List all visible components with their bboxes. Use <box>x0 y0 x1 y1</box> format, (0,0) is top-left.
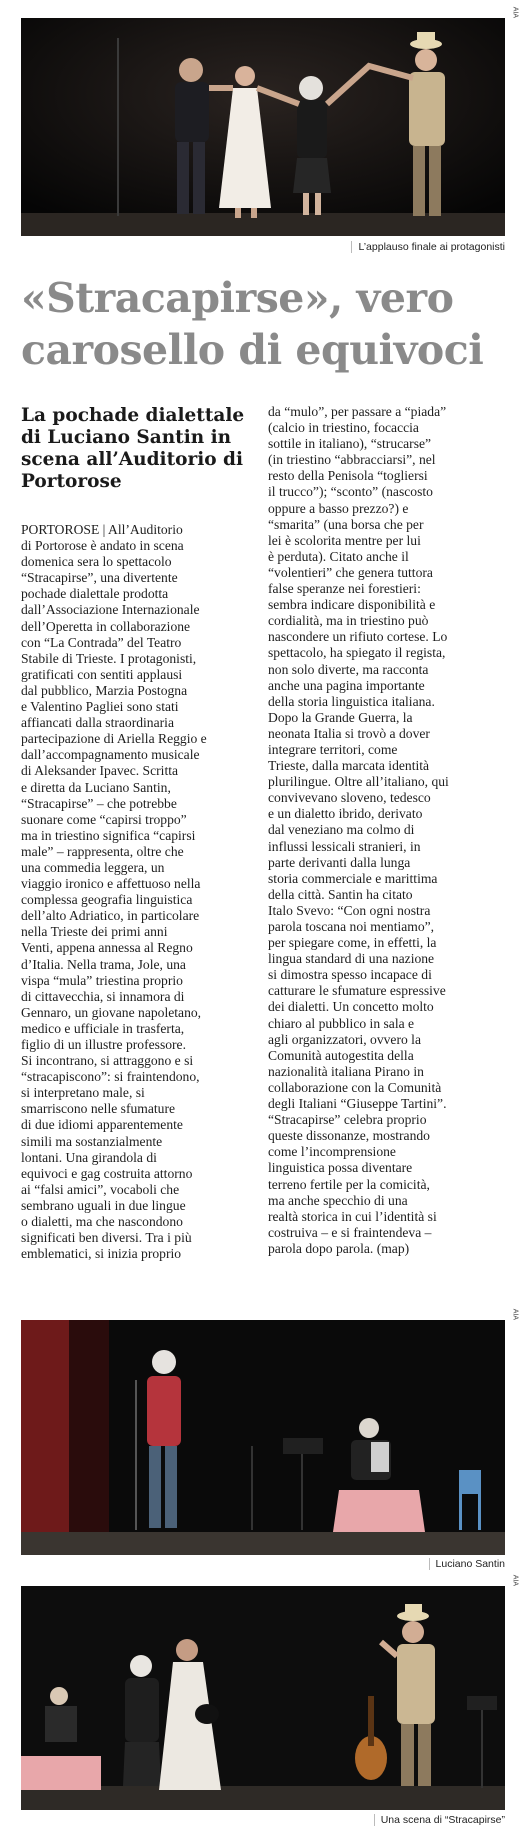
headline: «Stracapirse», vero carosello di equivoci <box>21 274 484 374</box>
photo-credit-bottom: AIA <box>511 1574 518 1586</box>
photo-luciano-santin <box>21 1320 505 1555</box>
article-body-left-column: PORTOROSE | All’Auditorio di Portorose è andato in scena domenica sera lo spettacolo “Stracapirse”, una divertente pochade dialettale prodotta dall’Associazione Internazionale dell’Operetta in collaborazione con “La Contrada” del Teatro Stabile di Trieste. I protagonisti, gratificati con sentiti applausi dal pubblico, Marzia Postogna e Valentino Pagliei sono stati affiancati dalla straordinaria partecipazione di Ariella Reggio e dall’accompagnamento musicale di Aleksander Ipavec. Scritta e diretta da Luciano Santin, “Stracapirse” – che potrebbe suonare come “capirsi troppo” ma in triestino significa “capirsi male” – rappresenta, oltre che una commedia leggera, un viaggio ironico e affettuoso nella complessa geografia linguistica dell’alto Adriatico, in particolare nella Trieste dei primi anni Venti, appena annessa al Regno d’Italia. Nella trama, Jole, una vispa “mula” triestina proprio di cittavecchia, si innamora di Gennaro, un giovane napoletano, medico e ufficiale in trasferta, figlio di un illustre professore. Si incontrano, si attraggono e si “stracapiscono”: si fraintendono, si interpretano male, si smarriscono nelle sfumature di due idiomi apparentemente simili ma sostanzialmente lontani. Una girandola di equivoci e gag costruita attorno ai “falsi amici”, vocaboli che sembrano uguali in due lingue o dialetti, ma che nascondono significati ben diversi. Tra i più emblematici, si inizia proprio <box>21 522 207 1262</box>
photo-caption-middle: Luciano Santin <box>429 1558 505 1570</box>
photo-credit-top: AIA <box>511 6 518 18</box>
photo-scene <box>21 1586 505 1810</box>
subheadline: La pochade dialettale di Luciano Santin in scena all’Auditorio di Portorose <box>21 405 245 492</box>
photo-final-applause <box>21 18 505 236</box>
article-body-right-column: da “mulo”, per passare a “piada” (calcio in triestino, focaccia sottile in italiano), “strucarse” (in triestino “abbracciarsi”, nel resto della Penisola “togliersi il trucco”); “sconto” (nascosto oppure a basso prezzo?) e “smarita” (una borsa che per lei è scolorita mentre per lui è perduta). Citato anche il “volentieri” che genera tuttora false speranze nei forestieri: sembra indicare disponibilità e cordialità, ma in triestino può nascondere un rifiuto cortese. Lo spettacolo, ha spiegato il regista, non solo diverte, ma racconta anche una pagina importante della storia linguistica italiana. Dopo la Grande Guerra, la neonata Italia si trovò a dover integrare territori, come Trieste, dalla marcata identità plurilingue. Oltre all’italiano, qui convivevano sloveno, tedesco e un dialetto ibrido, derivato dal veneziano ma colmo di influssi lessicali stranieri, in parte derivanti dalla lunga storia commerciale e marittima della città. Santin ha citato Italo Svevo: “Con ogni nostra parola toscana noi mentiamo”, per spiegare come, in effetti, la lingua standard di una nazione si dimostra spesso incapace di catturare le sfumature espressive dei dialetti. Un concetto molto chiaro al pubblico in sala e agli organizzatori, ovvero la Comunità autogestita della nazionalità italiana Pirano in collaborazione con la Comunità degli Italiani “Giuseppe Tartini”. “Stracapirse” celebra proprio queste dissonanze, mostrando come l’incomprensione linguistica possa diventare terreno fertile per la comicità, ma anche specchio di una realtà storica in cui l’identità si costruiva – e si fraintendeva – parola dopo parola. (map) <box>268 404 449 1256</box>
photo-caption-bottom: Una scena di “Stracapirse” <box>374 1814 505 1826</box>
photo-credit-middle: AIA <box>511 1308 518 1320</box>
photo-caption-top: L’applauso finale ai protagonisti <box>351 241 505 253</box>
